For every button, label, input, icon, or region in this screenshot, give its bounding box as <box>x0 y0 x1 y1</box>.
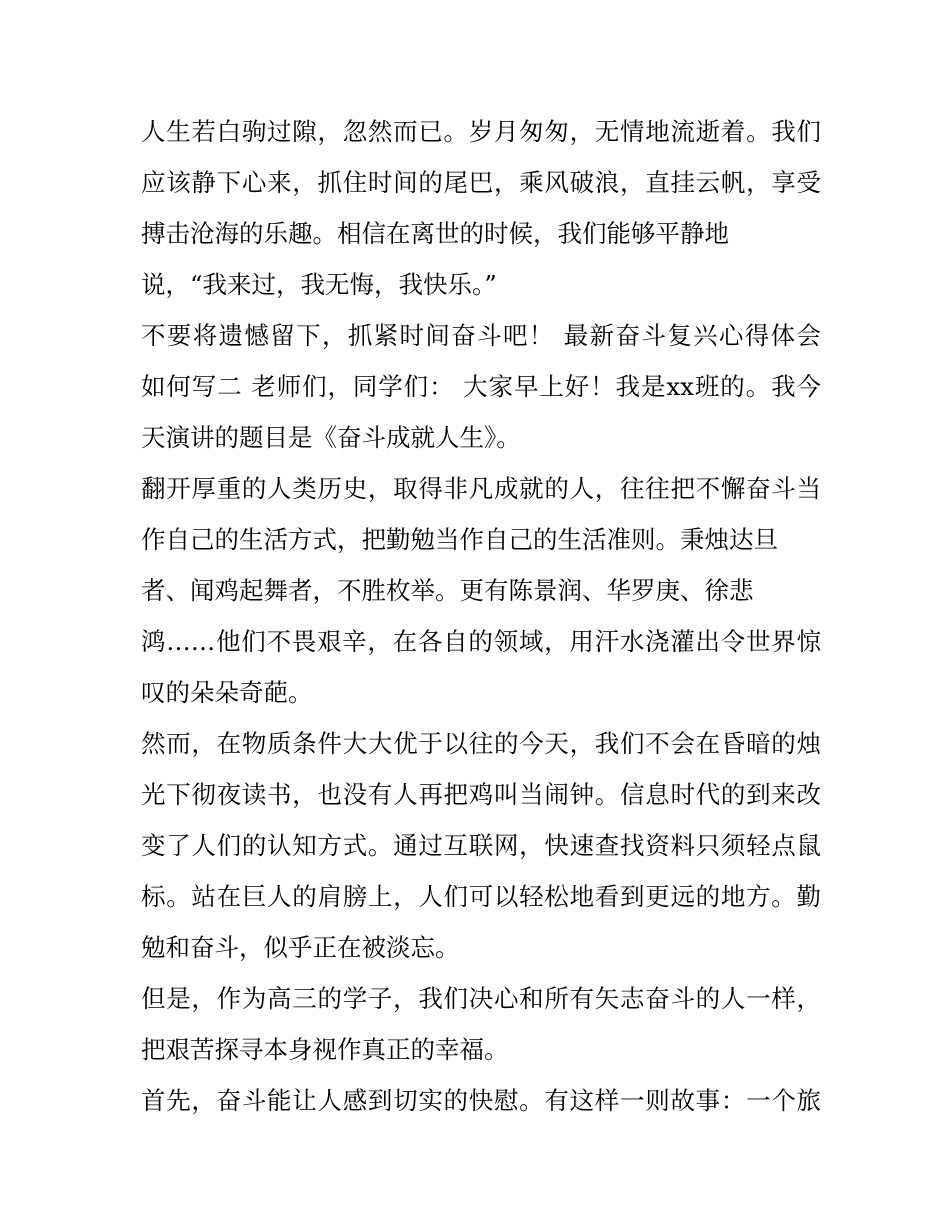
text-line-19: 把艰苦探寻本身视作真正的幸福。 <box>141 1035 509 1064</box>
text-line-10: 者、闻鸡起舞者，不胜枚举。更有陈景润、华罗庚、徐悲 <box>141 576 754 605</box>
text-line-8: 翻开厚重的人类历史，取得非凡成就的人，往往把不懈奋斗当 <box>141 474 821 503</box>
text-line-5: 不要将遗憾留下，抓紧时间奋斗吧！ 最新奋斗复兴心得体会 <box>141 321 821 350</box>
text-line-16: 标。站在巨人的肩膀上，人们可以轻松地看到更远的地方。勤 <box>141 882 821 911</box>
text-line-17: 勉和奋斗，似乎正在被淡忘。 <box>141 933 460 962</box>
text-line-2: 应该静下心来，抓住时间的尾巴，乘风破浪，直挂云帆，享受 <box>141 168 821 197</box>
text-line-1: 人生若白驹过隙，忽然而已。岁月匆匆，无情地流逝着。我们 <box>141 117 821 146</box>
text-line-9: 作自己的生活方式，把勤勉当作自己的生活准则。秉烛达旦 <box>141 525 778 554</box>
text-line-15: 变了人们的认知方式。通过互联网，快速查找资料只须轻点鼠 <box>141 831 821 860</box>
text-line-13: 然而，在物质条件大大优于以往的今天，我们不会在昏暗的烛 <box>141 729 821 758</box>
body-text <box>141 106 821 1126</box>
text-line-7: 天演讲的题目是《奋斗成就人生》。 <box>141 423 521 452</box>
text-line-20: 首先，奋斗能让人感到切实的快慰。有这样一则故事：一个旅 <box>141 1086 821 1115</box>
text-line-4: 说，“我来过，我无悔，我快乐。” <box>141 270 497 299</box>
text-line-12: 叹的朵朵奇葩。 <box>141 678 313 707</box>
text-line-6: 如何写二 老师们，同学们： 大家早上好！我是xx班的。我今 <box>141 372 821 401</box>
text-line-18: 但是，作为高三的学子，我们决心和所有矢志奋斗的人一样， <box>141 984 821 1013</box>
text-line-11: 鸿……他们不畏艰辛，在各自的领域，用汗水浇灌出令世界惊 <box>141 627 821 656</box>
text-line-14: 光下彻夜读书，也没有人再把鸡叫当闹钟。信息时代的到来改 <box>141 780 821 809</box>
text-line-3: 搏击沧海的乐趣。相信在离世的时候，我们能够平静地 <box>141 219 729 248</box>
